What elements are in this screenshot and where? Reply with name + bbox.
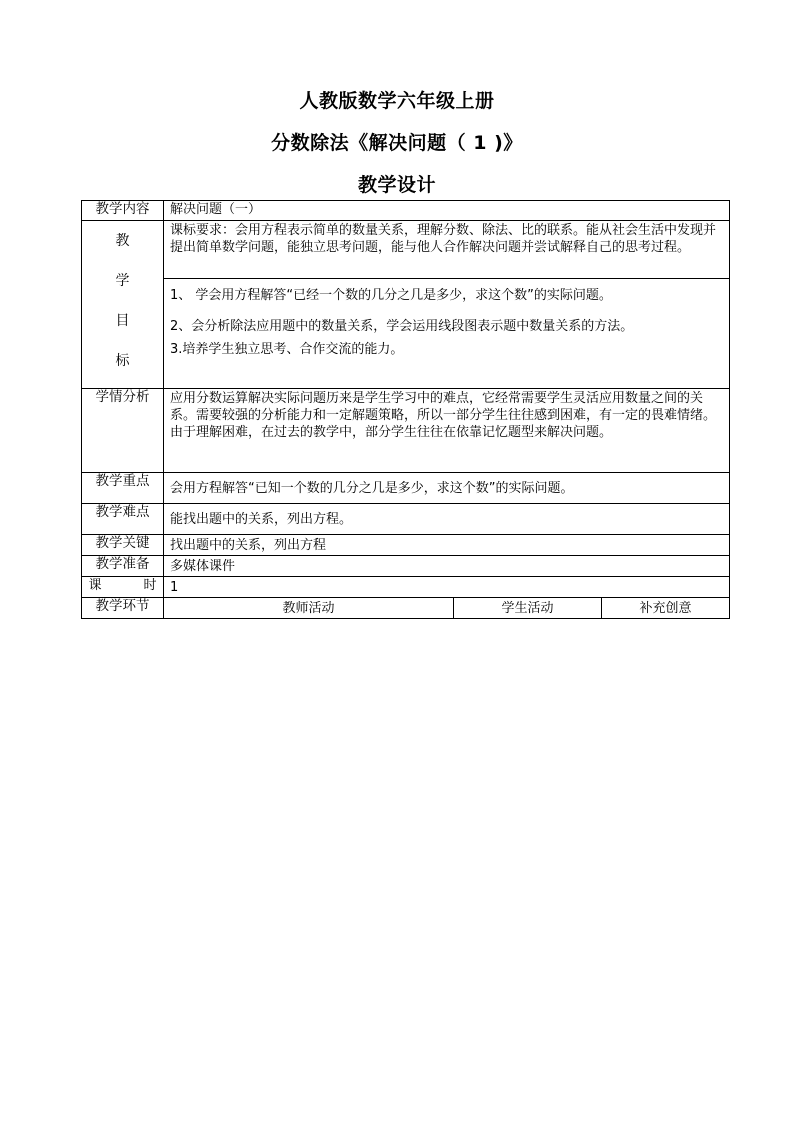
table-row-stage-header	[82, 598, 730, 619]
lesson-title: 分数除法《解决问题（ 1 )》	[271, 132, 523, 154]
document-title: 人教版数学六年级上册	[299, 90, 495, 112]
table-row-content	[82, 201, 730, 221]
goals-label	[82, 221, 164, 389]
period-value: 1	[164, 577, 730, 598]
goal-item-3: 3.培养学生独立思考、合作交流的能力。	[170, 342, 404, 357]
table-row-period	[82, 577, 730, 598]
goals-requirement-cell	[164, 221, 730, 279]
preparation-label: 教学准备	[82, 556, 164, 577]
crux-label: 教学关键	[82, 535, 164, 556]
key-point-value: 会用方程解答“已知一个数的几分之几是多少，求这个数”的实际问题。	[164, 473, 730, 504]
table-row-goals-list	[82, 279, 730, 389]
goals-label-char: 标	[115, 353, 130, 369]
analysis-value: 应用分数运算解决实际问题历来是学生学习中的难点，它经常需要学生灵活应用数量之间的关系。需要较强的分析能力和一定解题策略，所以一部分学生往往感到困难，有一定的畏难情绪。由于理解困难，在过去的教学中，部分学生往往在依靠记忆题型来解决问题。	[170, 391, 717, 440]
analysis-label: 学情分析	[82, 389, 164, 473]
lesson-plan-table	[81, 200, 730, 619]
goal-item-1: 1、 学会用方程解答“已经一个数的几分之几是多少，求这个数”的实际问题。	[170, 288, 612, 303]
goals-label-char: 目	[115, 313, 130, 329]
content-value: 解决问题（一）	[164, 201, 730, 221]
difficulty-label: 教学难点	[82, 504, 164, 535]
period-label-right: 时	[143, 578, 157, 593]
goals-list-cell	[164, 279, 730, 389]
stage-label: 教学环节	[82, 598, 164, 619]
content-label: 教学内容	[82, 201, 164, 221]
preparation-value: 多媒体课件	[164, 556, 730, 577]
design-heading: 教学设计	[357, 174, 436, 196]
table-row-preparation	[82, 556, 730, 577]
analysis-cell	[164, 389, 730, 473]
difficulty-value: 能找出题中的关系，列出方程。	[164, 504, 730, 535]
table-row-analysis	[82, 389, 730, 473]
teacher-activity-header: 教师活动	[164, 598, 454, 619]
goal-item-2: 2、会分析除法应用题中的数量关系，学会运用线段图表示题中数量关系的方法。	[170, 319, 634, 334]
period-label	[82, 577, 164, 598]
table-row-difficulty	[82, 504, 730, 535]
table-row-key-point	[82, 473, 730, 504]
table-row-goals-requirement	[82, 221, 730, 279]
goals-label-char: 教	[115, 233, 130, 249]
goals-label-char: 学	[115, 273, 130, 289]
student-activity-header: 学生活动	[454, 598, 602, 619]
key-point-label: 教学重点	[82, 473, 164, 504]
period-label-left: 课	[88, 578, 102, 593]
goals-requirement: 课标要求：会用方程表示简单的数量关系，理解分数、除法、比的联系。能从社会生活中发现并提出简单数学问题，能独立思考问题，能与他人合作解决问题并尝试解释自己的思考过程。	[170, 223, 717, 255]
crux-value: 找出题中的关系，列出方程	[164, 535, 730, 556]
table-row-crux	[82, 535, 730, 556]
supplement-header: 补充创意	[602, 598, 730, 619]
